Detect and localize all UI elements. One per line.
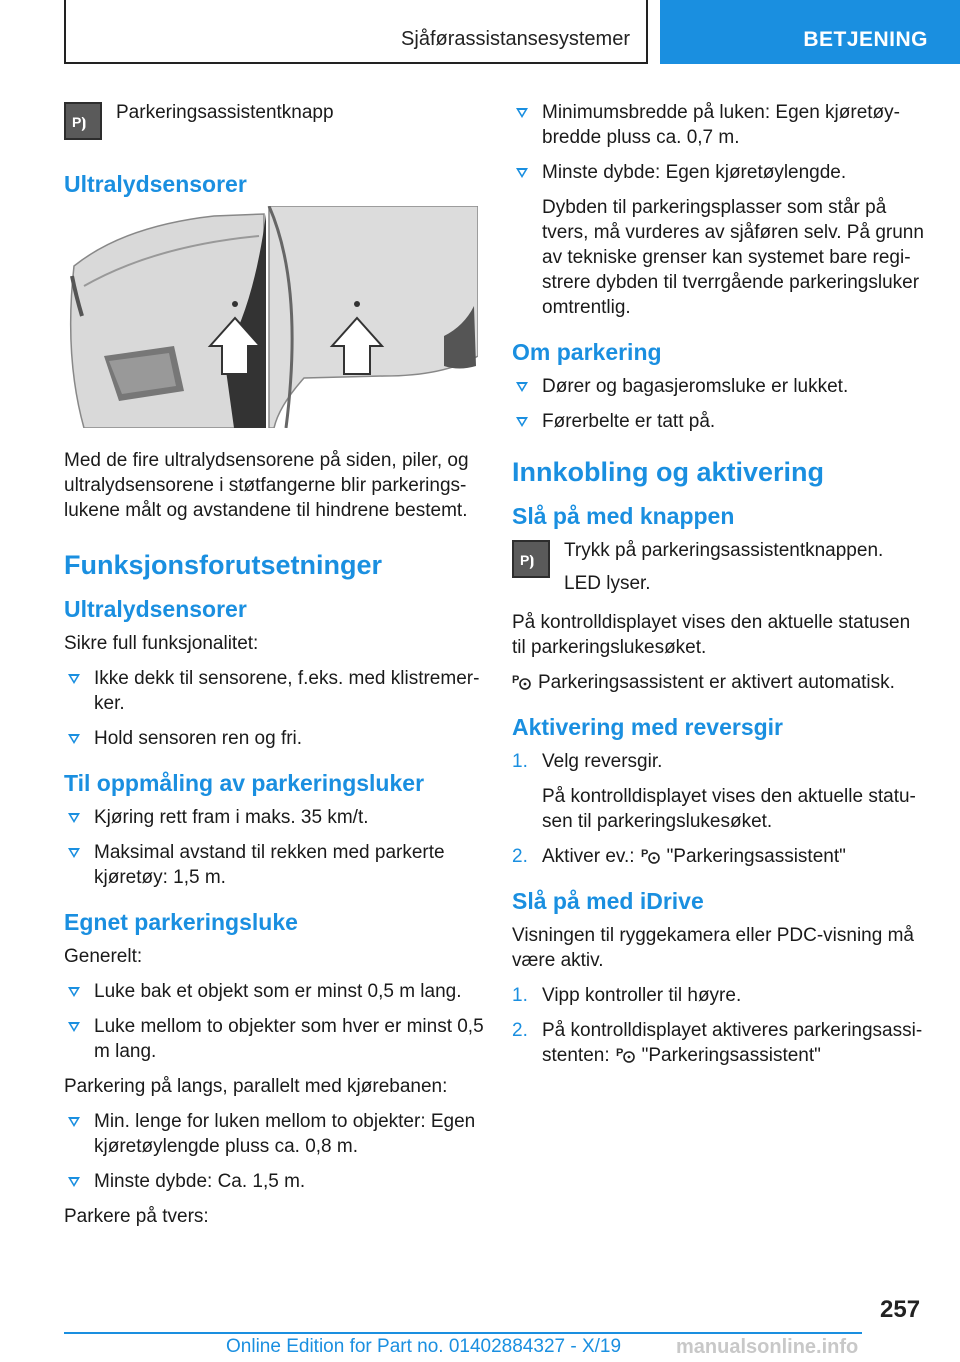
bullet-triangle-icon (68, 734, 80, 744)
list-item (512, 160, 928, 185)
bullet-triangle-icon (68, 1117, 80, 1127)
led-text: LED lyser. (564, 573, 651, 594)
list-item-text: Aktiver ev.: (542, 846, 635, 867)
header-title-box (64, 0, 648, 64)
heading-ultralydsensorer: Ultralydsensorer (64, 171, 247, 197)
list-item-text: Dører og bagasjeromsluke er lukket. (542, 376, 849, 397)
bullet-triangle-icon (516, 382, 528, 392)
page-number: 257 (880, 1296, 921, 1323)
bullet-triangle-icon (68, 987, 80, 997)
watermark: manualsonline.info (676, 1336, 859, 1358)
svg-text:P: P (512, 674, 520, 686)
left-column (64, 100, 484, 1239)
section-tab (660, 0, 960, 64)
status-text: På kontrolldisplayet vises den aktuelle statusen til parkeringslukesøket. (512, 612, 911, 658)
auto-line (512, 670, 928, 695)
footer-divider (64, 1332, 862, 1334)
list-item-text: Maksimal avstand til rekken med parkerte kjøretøy: 1,5 m. (94, 842, 445, 888)
step-number: 2. (512, 846, 528, 867)
list-item-text: Førerbelte er tatt på. (542, 411, 716, 432)
svg-text:P: P (615, 1047, 623, 1059)
parking-assist-icon (512, 671, 532, 691)
parking-assist-button-icon: P⦘ (512, 540, 550, 578)
trykk-text: Trykk på parkeringsassistentknappen. (564, 540, 884, 561)
step-note: På kontrolldisplayet vises den aktuelle statu-sen til parkeringslukesøket. (542, 786, 916, 832)
step-number: 2. (512, 1020, 528, 1041)
bullet-triangle-icon (68, 848, 80, 858)
list-item (512, 409, 928, 434)
bullet-triangle-icon (68, 813, 80, 823)
list-item-text: Hold sensoren ren og fri. (94, 728, 303, 749)
section-label: BETJENING (803, 28, 928, 51)
heading-idrive: Slå på med iDrive (512, 888, 704, 914)
heading-egnet: Egnet parkeringsluke (64, 909, 298, 935)
list-item (512, 374, 928, 399)
heading-funksjonsforutsetninger: Funksjonsforutsetninger (64, 550, 383, 580)
sikre-text: Sikre full funksjonalitet: (64, 633, 259, 654)
step-number: 1. (512, 985, 528, 1006)
list-item-text: Minste dybde: Egen kjøretøylengde. (542, 162, 847, 183)
heading-reversgir: Aktivering med reversgir (512, 714, 784, 740)
list-item-text: Kjøring rett fram i maks. 35 km/t. (94, 807, 369, 828)
list-item (512, 1018, 928, 1068)
list-item (64, 1109, 484, 1159)
parking-button-legend (64, 100, 484, 142)
list-item (64, 840, 484, 890)
list-item-text: Minimumsbredde på luken: Egen kjøretøy-bredde pluss ca. 0,7 m. (542, 102, 900, 148)
tvers-text: Parkere på tvers: (64, 1206, 209, 1227)
bullet-triangle-icon (68, 1022, 80, 1032)
list-item (64, 1014, 484, 1064)
auto-text: Parkeringsassistent er aktivert automatisk. (538, 672, 895, 693)
list-item (64, 726, 484, 751)
list-item (64, 805, 484, 830)
list-item (512, 749, 928, 774)
heading-sla-pa-knappen: Slå på med knappen (512, 503, 735, 529)
list-item-text: Ikke dekk til sensorene, f.eks. med klistremer-ker. (94, 668, 480, 714)
generelt-text: Generelt: (64, 946, 143, 967)
footer-edition: Online Edition for Part no. 01402884327 - X/19 (226, 1336, 622, 1357)
list-item-text: Velg reversgir. (542, 751, 663, 772)
list-item-text: Minste dybde: Ca. 1,5 m. (94, 1171, 306, 1192)
langs-text: Parkering på langs, parallelt med kjørebanen: (64, 1076, 448, 1097)
list-item-text: Luke bak et objekt som er minst 0,5 m lang. (94, 981, 462, 1002)
bullet-triangle-icon (516, 108, 528, 118)
step-number: 1. (512, 751, 528, 772)
icon-label: Parkeringsassistentknapp (116, 102, 334, 123)
right-column (512, 100, 928, 1078)
menu-item-text: "Parkeringsassistent" (641, 1045, 821, 1066)
heading-ultralydsensorer-2: Ultralydsensorer (64, 596, 247, 622)
bullet-triangle-icon (68, 674, 80, 684)
chapter-title: Sjåførassistansesystemer (401, 28, 630, 50)
list-item (64, 1169, 484, 1194)
parking-assist-icon (641, 845, 661, 865)
menu-item-text: "Parkeringsassistent" (666, 846, 846, 867)
button-instruction (512, 538, 928, 596)
list-item (512, 844, 928, 869)
heading-om-parkering: Om parkering (512, 339, 662, 365)
depth-note: Dybden til parkeringsplasser som står på tvers, må vurderes av sjåføren selv. På grunn av tekniske grenser kan systemet bare regi-strere dybden til tverrgående parkeringsluker omtrentlig. (542, 197, 924, 318)
bullet-triangle-icon (68, 1177, 80, 1187)
list-item-text: Luke mellom to objekter som hver er minst 0,5 m lang. (94, 1016, 484, 1062)
parking-assist-button-icon: P⦘ (64, 102, 102, 140)
visning-text: Visningen til ryggekamera eller PDC-visning må være aktiv. (512, 925, 914, 971)
ultralyd-description: Med de fire ultralydsensorene på siden, piler, og ultralydsensorene i støtfangerne blir parkerings-lukene målt og avstandene til hindrene bestemt. (64, 450, 469, 521)
sensor-photo (64, 206, 478, 428)
bullet-triangle-icon (516, 168, 528, 178)
list-item-text: Min. lenge for luken mellom to objekter: Egen kjøretøylengde pluss ca. 0,8 m. (94, 1111, 476, 1157)
bullet-triangle-icon (516, 417, 528, 427)
heading-oppmaling: Til oppmåling av parkeringsluker (64, 770, 425, 796)
list-item (64, 979, 484, 1004)
list-item (64, 666, 484, 716)
list-item (512, 100, 928, 150)
svg-text:P: P (640, 848, 648, 860)
list-item-text: På kontrolldisplayet aktiveres parkeringsassi-stenten: (542, 1020, 923, 1066)
page-header (0, 0, 960, 66)
list-item (512, 983, 928, 1008)
heading-innkobling: Innkobling og aktivering (512, 457, 825, 487)
parking-assist-icon (616, 1044, 636, 1064)
list-item-text: Vipp kontroller til høyre. (542, 985, 742, 1006)
